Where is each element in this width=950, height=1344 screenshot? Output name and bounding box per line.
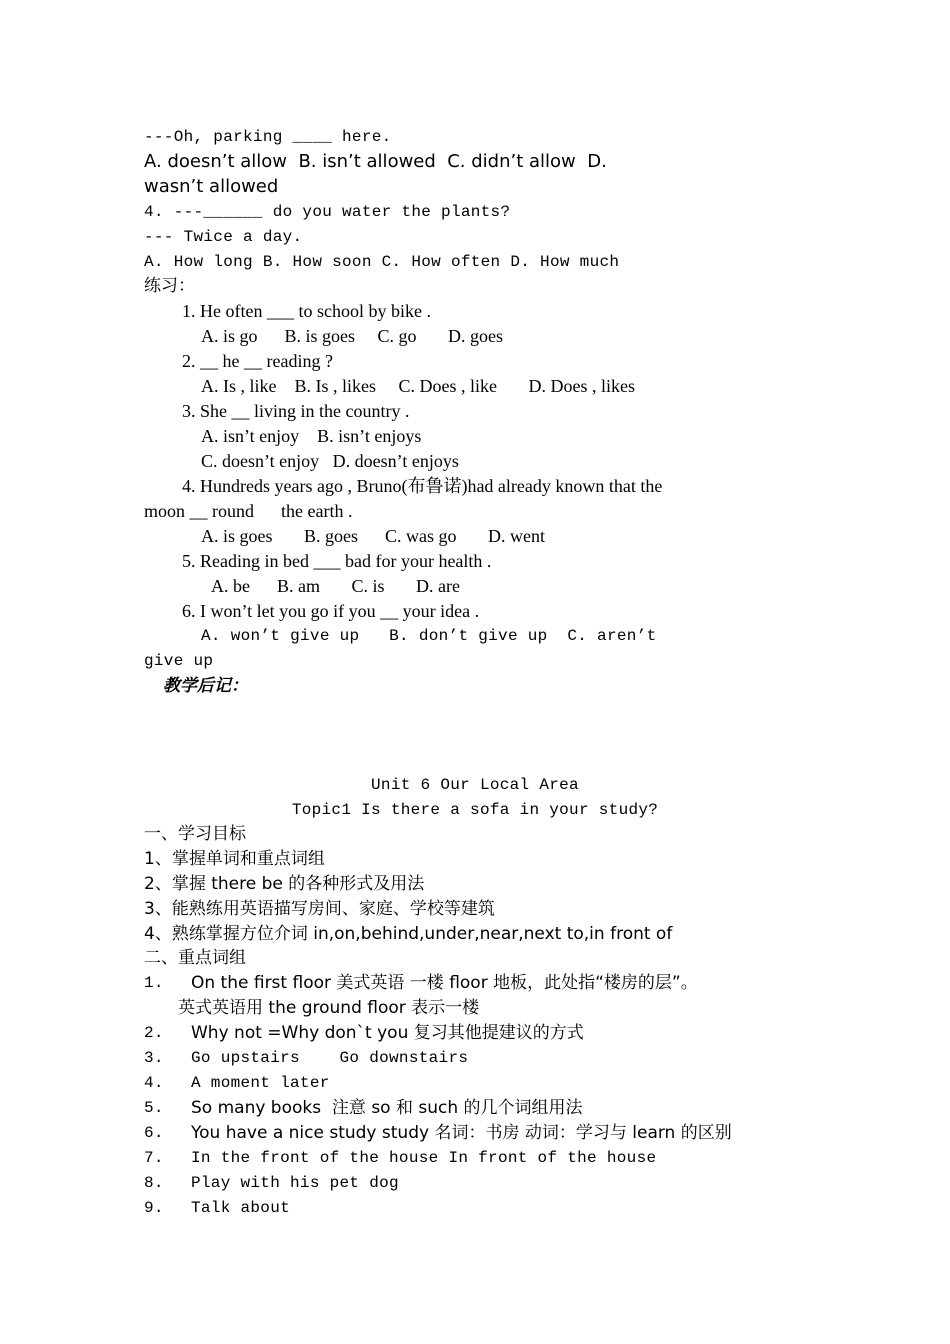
phrase-text: Why not =Why don`t you 复习其他提建议的方式 — [191, 1023, 584, 1043]
section-heading: 一、学习目标 — [144, 824, 246, 844]
practice-options: A. Is , like B. Is , likes C. Does , like D. Does , likes — [201, 376, 635, 396]
phrase-text: A moment later — [191, 1074, 330, 1092]
phrase-number: 8. — [144, 1174, 164, 1192]
practice-options: A. isn’t enjoy B. isn’t enjoys — [201, 426, 422, 446]
q4-options: A. How long B. How soon C. How often D. How much — [144, 253, 620, 271]
practice-options: A. is go B. is goes C. go D. goes — [201, 326, 504, 346]
practice-question: 6. I won’t let you go if you __ your idea . — [182, 601, 480, 621]
practice-question: 3. She __ living in the country . — [182, 401, 410, 421]
q3-options-line1: A. doesn’t allow B. isn’t allowed C. didn’t allow D. — [144, 151, 607, 172]
q4-prompt: 4. ---______ do you water the plants? — [144, 203, 511, 221]
phrase-text: In the front of the house In front of the house — [191, 1149, 657, 1167]
practice-question: 4. Hundreds years ago , Bruno(布鲁诺)had already known that the — [182, 476, 663, 496]
phrase-number: 6. — [144, 1124, 164, 1142]
unit-title: Unit 6 Our Local Area — [371, 776, 579, 794]
practice-question: 1. He often ___ to school by bike . — [182, 301, 431, 321]
practice-question: 2. __ he __ reading ? — [182, 351, 333, 371]
phrase-text: Play with his pet dog — [191, 1174, 399, 1192]
phrase-number: 2. — [144, 1024, 164, 1042]
teaching-notes-label: 教学后记： — [163, 676, 248, 696]
topic-title: Topic1 Is there a sofa in your study? — [291, 801, 659, 819]
goal-item: 4、熟练掌握方位介词 in,on,behind,under,near,next to,in front of — [144, 924, 673, 944]
practice-options: C. doesn’t enjoy D. doesn’t enjoys — [201, 451, 459, 471]
phrase-text: On the first floor 美式英语 一楼 floor 地板，此处指“楼房的层”。 — [191, 973, 698, 993]
q3-reply: ---Oh, parking ____ here. — [144, 128, 392, 146]
phrase-number: 3. — [144, 1049, 164, 1067]
phrase-number: 9. — [144, 1199, 164, 1217]
goal-item: 1、掌握单词和重点词组 — [144, 849, 325, 869]
phrase-number: 5. — [144, 1099, 164, 1117]
practice-options-cont: give up — [144, 652, 214, 670]
practice-options: A. be B. am C. is D. are — [211, 576, 460, 596]
phrase-text: So many books 注意 so 和 such 的几个词组用法 — [191, 1098, 583, 1118]
phrase-number: 7. — [144, 1149, 164, 1167]
phrase-number: 1. — [144, 974, 164, 992]
practice-question: 5. Reading in bed ___ bad for your health . — [182, 551, 492, 571]
practice-options: A. won’t give up B. don’t give up C. aren’t — [201, 627, 657, 645]
q3-options-line2: wasn’t allowed — [144, 176, 279, 197]
phrase-text-cont: 英式英语用 the ground floor 表示一楼 — [178, 998, 480, 1018]
q4-reply: --- Twice a day. — [144, 228, 303, 246]
section-heading: 二、重点词组 — [144, 948, 246, 968]
phrase-text: Go upstairs Go downstairs — [191, 1049, 469, 1067]
practice-question-cont: moon __ round the earth . — [144, 501, 353, 521]
phrase-text: You have a nice study study 名词：书房 动词：学习与 learn 的区别 — [191, 1123, 732, 1143]
phrase-number: 4. — [144, 1074, 164, 1092]
goal-item: 2、掌握 there be 的各种形式及用法 — [144, 874, 425, 894]
practice-options: A. is goes B. goes C. was go D. went — [201, 526, 545, 546]
goal-item: 3、能熟练用英语描写房间、家庭、学校等建筑 — [144, 899, 495, 919]
phrase-text: Talk about — [191, 1199, 291, 1217]
practice-heading: 练习： — [144, 276, 195, 296]
